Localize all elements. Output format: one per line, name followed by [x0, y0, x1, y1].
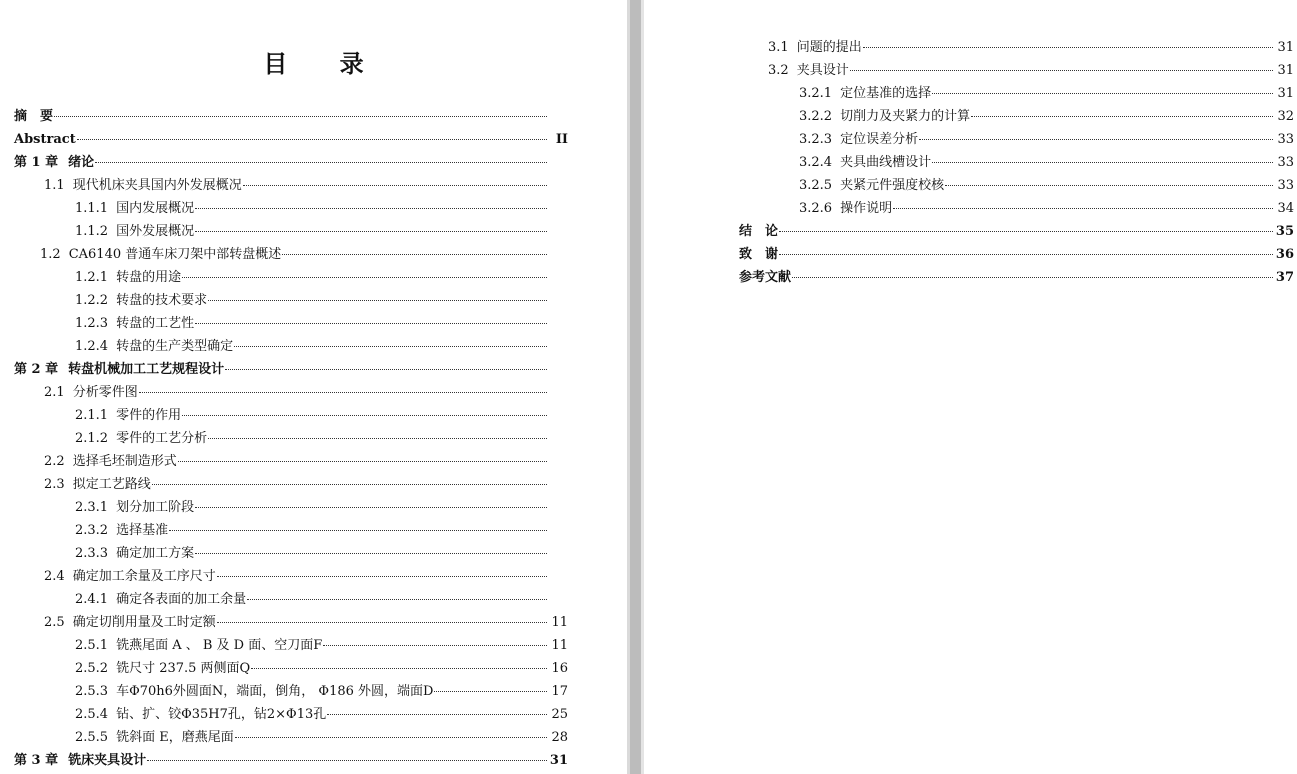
- toc-leader-dots: [178, 460, 547, 462]
- toc-leader-dots: [932, 92, 1273, 94]
- toc-entry-number: 2.1.1: [75, 408, 109, 423]
- toc-leader-dots: [195, 230, 547, 232]
- toc-leader-dots: [195, 207, 547, 209]
- toc-entry-label: 选择基准: [116, 523, 169, 538]
- toc-leader-dots: [971, 115, 1273, 117]
- document-page-right: [644, 0, 1297, 774]
- toc-entry-number: 2.2: [44, 454, 65, 469]
- toc-leader-dots: [323, 644, 547, 646]
- toc-entry-number: 3.2.4: [799, 155, 833, 170]
- toc-entry-label: 确定各表面的加工余量: [116, 592, 247, 607]
- toc-entry-number: 1.1.1: [75, 201, 109, 216]
- toc-entry-number: 2.5.4: [75, 707, 109, 722]
- toc-entry-page: 33: [1277, 178, 1294, 193]
- toc-entry-number: 2.4.1: [75, 592, 109, 607]
- toc-leader-dots: [247, 598, 547, 600]
- toc-leader-dots: [434, 690, 547, 692]
- toc-entry-number: 第 1 章: [14, 155, 59, 170]
- toc-leader-dots: [182, 276, 547, 278]
- toc-leader-dots: [169, 529, 547, 531]
- toc-entry-number: 第 3 章: [14, 753, 59, 768]
- toc-entry-page: 16: [551, 661, 568, 676]
- toc-entry-number: 2.5.3: [75, 684, 109, 699]
- toc-entry[interactable]: [75, 728, 568, 748]
- toc-leader-dots: [945, 184, 1273, 186]
- toc-entry-page: 33: [1277, 132, 1294, 147]
- toc-leader-dots: [919, 138, 1273, 140]
- toc-entry[interactable]: [739, 245, 1294, 265]
- toc-entry[interactable]: [75, 268, 568, 288]
- toc-entry-number: 2.3: [44, 477, 65, 492]
- toc-entry-label: 转盘的技术要求: [116, 293, 208, 308]
- toc-entry-label: 铣燕尾面 A 、 B 及 D 面、空刀面F: [116, 638, 323, 653]
- toc-entry-page: 11: [551, 638, 568, 653]
- toc-leader-dots: [234, 345, 547, 347]
- toc-entry-label: 切削力及夹紧力的计算: [840, 109, 971, 124]
- toc-leader-dots: [251, 667, 547, 669]
- toc-entry[interactable]: [40, 245, 568, 265]
- toc-entry-label: 确定加工方案: [116, 546, 195, 561]
- toc-entry-label: 国内发展概况: [116, 201, 195, 216]
- toc-entry-number: 2.1: [44, 385, 65, 400]
- toc-leader-dots: [195, 552, 547, 554]
- toc-entry-number: 1.1: [44, 178, 65, 193]
- toc-entry[interactable]: [739, 222, 1294, 242]
- toc-entry[interactable]: [768, 61, 1294, 81]
- toc-leader-dots: [217, 621, 547, 623]
- toc-leader-dots: [77, 138, 547, 140]
- toc-leader-dots: [282, 253, 547, 255]
- toc-entry-label: CA6140 普通车床刀架中部转盘概述: [68, 247, 282, 262]
- toc-leader-dots: [235, 736, 547, 738]
- toc-leader-dots: [95, 161, 547, 163]
- toc-entry-label: 夹具曲线槽设计: [840, 155, 932, 170]
- toc-entry-number: 2.5.1: [75, 638, 109, 653]
- toc-entry-label: 确定切削用量及工时定额: [72, 615, 216, 630]
- toc-entry-label: 确定加工余量及工序尺寸: [72, 569, 216, 584]
- toc-leader-dots: [195, 506, 547, 508]
- toc-entry[interactable]: [75, 291, 568, 311]
- toc-leader-dots: [863, 46, 1273, 48]
- toc-leader-dots: [779, 253, 1273, 255]
- toc-entry-label: 划分加工阶段: [116, 500, 195, 515]
- toc-entry-number: 2.4: [44, 569, 65, 584]
- toc-leader-dots: [208, 299, 547, 301]
- toc-entry[interactable]: [14, 751, 568, 771]
- toc-leader-dots: [195, 322, 547, 324]
- toc-entry[interactable]: [14, 153, 568, 173]
- toc-entry-number: 3.2: [768, 63, 789, 78]
- toc-entry[interactable]: [768, 38, 1294, 58]
- toc-entry-number: 2.3.2: [75, 523, 109, 538]
- toc-entry-label: 转盘的用途: [116, 270, 182, 285]
- toc-entry-label: 结 论: [739, 224, 779, 239]
- toc-entry[interactable]: [799, 176, 1294, 196]
- toc-entry-page: 31: [1277, 63, 1294, 78]
- toc-entry[interactable]: [799, 107, 1294, 127]
- toc-leader-dots: [243, 184, 547, 186]
- toc-entry-number: 2.5.2: [75, 661, 109, 676]
- toc-entry-label: 转盘的工艺性: [116, 316, 195, 331]
- toc-entry-label: 零件的作用: [116, 408, 182, 423]
- toc-entry-label: 定位基准的选择: [840, 86, 932, 101]
- toc-entry-number: 第 2 章: [14, 362, 59, 377]
- toc-entry-page: 35: [1275, 224, 1294, 239]
- toc-entry-number: 3.2.5: [799, 178, 833, 193]
- toc-leader-dots: [139, 391, 547, 393]
- toc-entry-label: 铣床夹具设计: [68, 753, 147, 768]
- toc-title: 目 录: [263, 50, 386, 78]
- toc-entry[interactable]: [75, 521, 568, 541]
- toc-entry[interactable]: [14, 130, 568, 150]
- toc-entry-number: 2.1.2: [75, 431, 109, 446]
- toc-entry[interactable]: [75, 498, 568, 518]
- toc-entry-number: 2.5: [44, 615, 65, 630]
- toc-entry[interactable]: [75, 636, 568, 656]
- toc-entry[interactable]: [75, 222, 568, 242]
- toc-entry-number: 2.3.3: [75, 546, 109, 561]
- toc-entry-label: Abstract: [14, 132, 76, 147]
- toc-entry-label: 夹具设计: [796, 63, 849, 78]
- toc-entry-number: 1.2.3: [75, 316, 109, 331]
- toc-entry-label: 操作说明: [840, 201, 893, 216]
- page-gutter: [627, 0, 644, 774]
- toc-entry[interactable]: [75, 590, 568, 610]
- toc-entry[interactable]: [75, 429, 568, 449]
- toc-entry-page: 25: [551, 707, 568, 722]
- toc-entry-page: 37: [1275, 270, 1294, 285]
- toc-leader-dots: [779, 230, 1273, 232]
- toc-entry[interactable]: [44, 452, 568, 472]
- toc-entry-label: 摘 要: [14, 109, 54, 124]
- toc-entry-number: 1.2.2: [75, 293, 109, 308]
- toc-entry[interactable]: [44, 176, 568, 196]
- toc-entry-number: 1.2: [40, 247, 61, 262]
- toc-entry-label: 参考文献: [739, 270, 792, 285]
- toc-entry[interactable]: [799, 199, 1294, 219]
- toc-leader-dots: [327, 713, 547, 715]
- toc-leader-dots: [850, 69, 1273, 71]
- toc-entry-number: 3.1: [768, 40, 789, 55]
- gutter-edge-left: [627, 0, 630, 774]
- document-page-left: [0, 0, 627, 774]
- toc-entry-number: 1.1.2: [75, 224, 109, 239]
- toc-entry[interactable]: [75, 199, 568, 219]
- toc-entry[interactable]: [75, 705, 568, 725]
- toc-entry-label: 致 谢: [739, 247, 779, 262]
- toc-entry[interactable]: [75, 314, 568, 334]
- toc-entry-label: 零件的工艺分析: [116, 431, 208, 446]
- toc-leader-dots: [152, 483, 547, 485]
- toc-entry[interactable]: [799, 84, 1294, 104]
- toc-leader-dots: [208, 437, 547, 439]
- toc-entry-number: 2.3.1: [75, 500, 109, 515]
- toc-leader-dots: [54, 115, 547, 117]
- toc-entry[interactable]: [739, 268, 1294, 288]
- toc-entry-page: 31: [1277, 86, 1294, 101]
- toc-leader-dots: [182, 414, 547, 416]
- toc-entry[interactable]: [75, 659, 568, 679]
- toc-entry[interactable]: [44, 475, 568, 495]
- toc-entry-label: 转盘的生产类型确定: [116, 339, 234, 354]
- toc-entry-page: 17: [551, 684, 568, 699]
- toc-entry-page: 32: [1277, 109, 1294, 124]
- toc-entry-number: 1.2.4: [75, 339, 109, 354]
- toc-entry-page: II: [555, 132, 568, 147]
- toc-entry-label: 钻、扩、铰Φ35H7孔，钻2×Φ13孔: [116, 707, 327, 722]
- toc-entry[interactable]: [14, 360, 568, 380]
- toc-entry-page: 31: [549, 753, 568, 768]
- toc-entry-page: 31: [1277, 40, 1294, 55]
- toc-leader-dots: [147, 759, 547, 761]
- toc-entry[interactable]: [75, 406, 568, 426]
- toc-leader-dots: [792, 276, 1273, 278]
- toc-entry[interactable]: [75, 682, 568, 702]
- toc-entry-label: 转盘机械加工工艺规程设计: [68, 362, 225, 377]
- toc-entry-label: 定位误差分析: [840, 132, 919, 147]
- toc-entry-label: 铣斜面 E，磨燕尾面: [116, 730, 234, 745]
- toc-entry-page: 28: [551, 730, 568, 745]
- toc-entry-label: 分析零件图: [72, 385, 138, 400]
- toc-entry-page: 33: [1277, 155, 1294, 170]
- toc-leader-dots: [225, 368, 547, 370]
- toc-entry-number: 3.2.2: [799, 109, 833, 124]
- toc-entry-number: 2.5.5: [75, 730, 109, 745]
- toc-entry-page: 11: [551, 615, 568, 630]
- toc-entry-page: 36: [1275, 247, 1294, 262]
- toc-entry-page: 34: [1277, 201, 1294, 216]
- toc-entry[interactable]: [44, 567, 568, 587]
- toc-entry[interactable]: [44, 383, 568, 403]
- toc-entry-label: 国外发展概况: [116, 224, 195, 239]
- toc-entry[interactable]: [14, 107, 568, 127]
- toc-leader-dots: [932, 161, 1273, 163]
- toc-entry-label: 现代机床夹具国内外发展概况: [72, 178, 242, 193]
- toc-entry-label: 绪论: [68, 155, 95, 170]
- toc-entry[interactable]: [75, 337, 568, 357]
- toc-entry[interactable]: [75, 544, 568, 564]
- toc-entry-label: 选择毛坯制造形式: [72, 454, 177, 469]
- toc-leader-dots: [893, 207, 1273, 209]
- toc-entry-label: 问题的提出: [796, 40, 862, 55]
- toc-entry[interactable]: [799, 130, 1294, 150]
- toc-entry[interactable]: [44, 613, 568, 633]
- toc-entry-label: 车Φ70h6外圆面N，端面，倒角， Φ186 外圆，端面D: [116, 684, 434, 699]
- toc-entry-label: 铣尺寸 237.5 两侧面Q: [116, 661, 251, 676]
- toc-entry-number: 3.2.3: [799, 132, 833, 147]
- toc-entry-label: 夹紧元件强度校核: [840, 178, 945, 193]
- toc-entry-label: 拟定工艺路线: [72, 477, 151, 492]
- toc-entry-number: 3.2.6: [799, 201, 833, 216]
- toc-entry-number: 1.2.1: [75, 270, 109, 285]
- toc-leader-dots: [217, 575, 547, 577]
- toc-entry[interactable]: [799, 153, 1294, 173]
- toc-entry-number: 3.2.1: [799, 86, 833, 101]
